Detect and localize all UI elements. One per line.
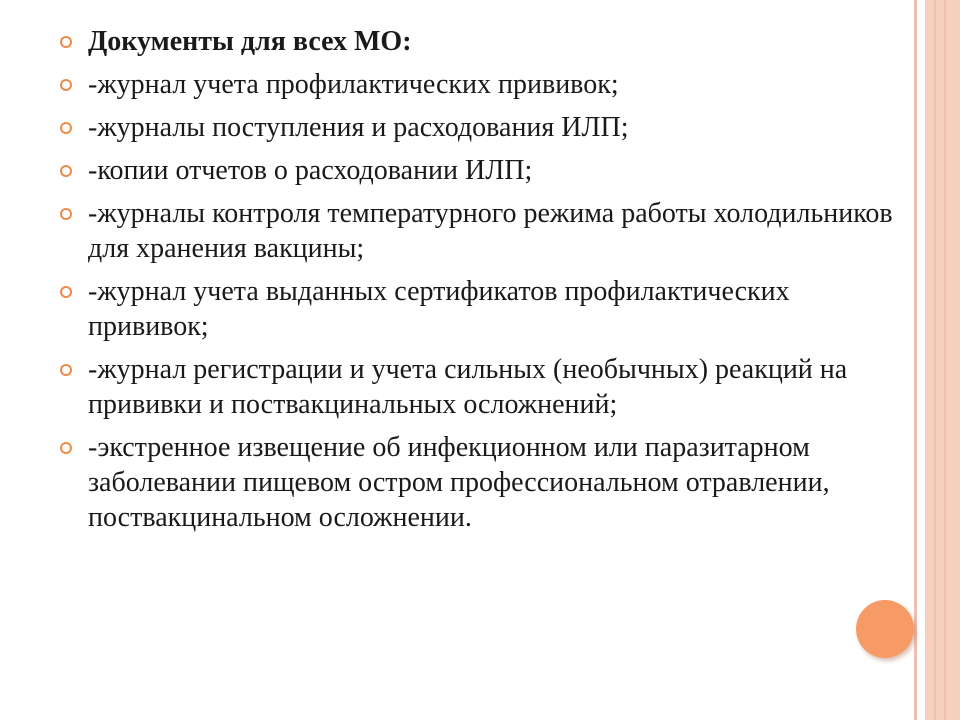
list-item-text: -журнал учета выданных сертификатов профилактических прививок; (88, 276, 790, 342)
list-item (60, 110, 900, 145)
list-item (60, 352, 900, 422)
list-item-text: -журналы контроля температурного режима работы холодильников для хранения вакцины; (88, 198, 893, 264)
list-item (60, 196, 900, 266)
list-item-text: Документы для всех МО: (88, 26, 412, 57)
bullet-icon (60, 364, 72, 376)
list-item (60, 153, 900, 188)
border-stripe-thin (914, 0, 917, 720)
list-item (60, 67, 900, 102)
bullet-icon (60, 36, 72, 48)
list-item (60, 430, 900, 535)
list-item-text: -журналы поступления и расходования ИЛП; (88, 112, 629, 143)
border-stripe-inner (934, 0, 936, 720)
bullet-icon (60, 122, 72, 134)
bullet-list (60, 24, 900, 543)
list-item-text: -журнал учета профилактических прививок; (88, 69, 619, 100)
list-item-heading (60, 24, 900, 59)
border-stripe-wide (925, 0, 960, 720)
list-item (60, 274, 900, 344)
bullet-icon (60, 165, 72, 177)
bullet-icon (60, 286, 72, 298)
orange-circle-icon (856, 600, 914, 658)
list-item-text: -копии отчетов о расходовании ИЛП; (88, 155, 533, 186)
list-item-text: -журнал регистрации и учета сильных (необычных) реакций на прививки и поствакцинальных осложнений; (88, 354, 848, 420)
border-stripe-inner-2 (944, 0, 946, 720)
bullet-icon (60, 79, 72, 91)
list-item-text: -экстренное извещение об инфекционном или паразитарном заболевании пищевом остром профессиональном отравлении, поствакцинальном осложнении. (88, 432, 830, 533)
bullet-icon (60, 208, 72, 220)
bullet-icon (60, 442, 72, 454)
